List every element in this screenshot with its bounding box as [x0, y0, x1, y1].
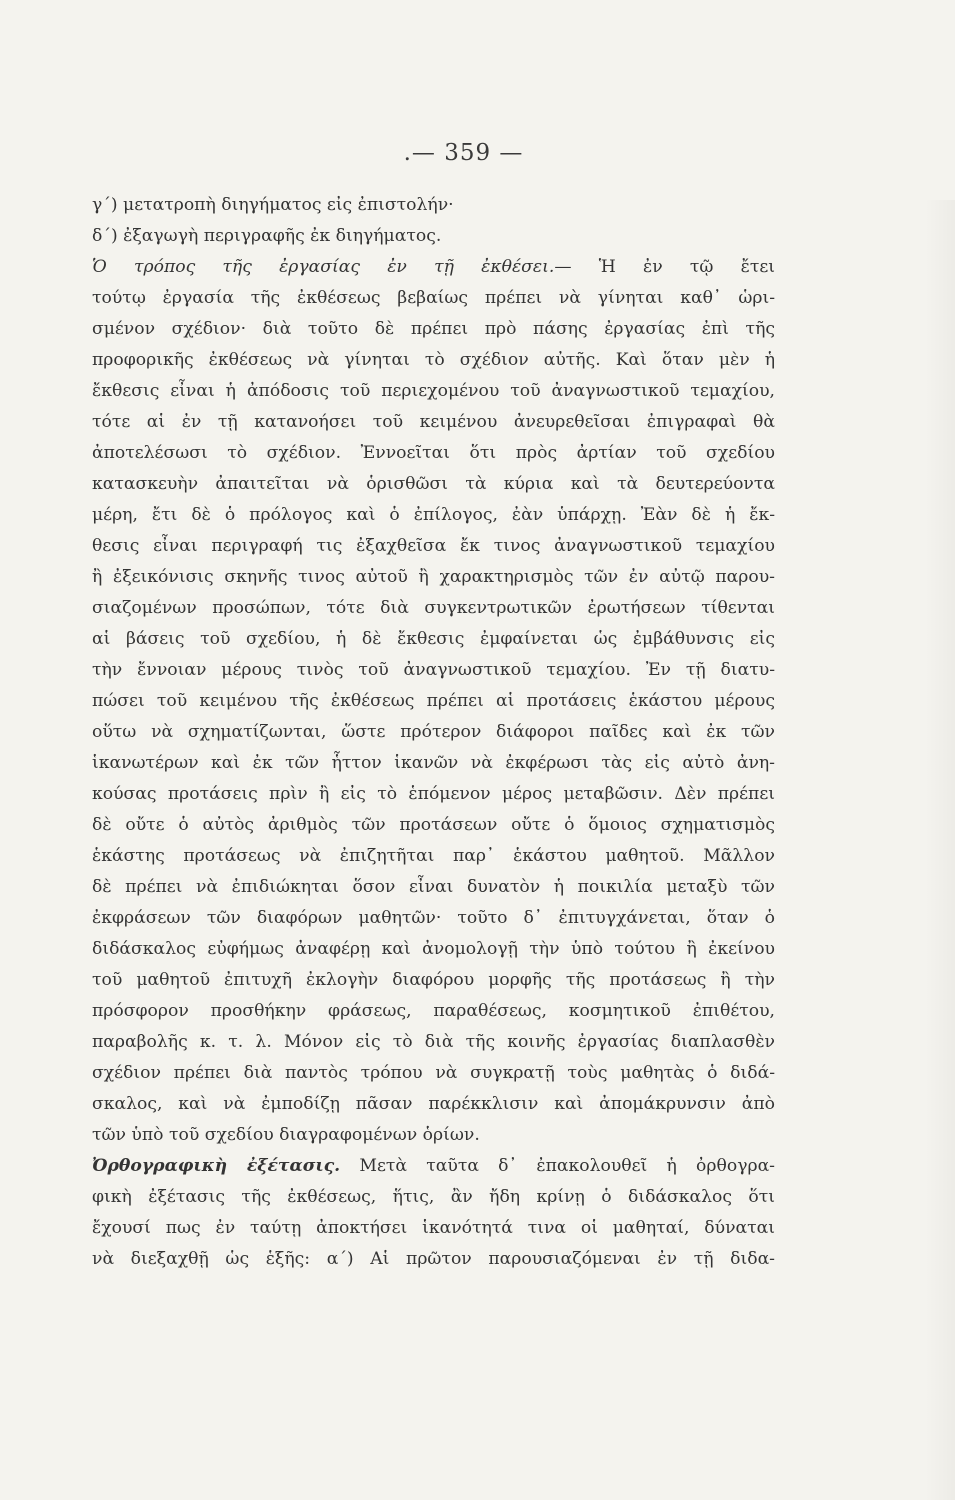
text-line: πώσει τοῦ κειμένου τῆς ἐκθέσεως πρέπει αἱ προτάσεις ἑκάστου μέρους [92, 691, 775, 711]
text-line: ἐκφράσεων τῶν διαφόρων μαθητῶν· τοῦτο δ᾽ ἐπιτυγχάνεται, ὅταν ὁ [92, 908, 775, 928]
text-line: ἑκάστης προτάσεως νὰ ἐπιζητῆται παρ᾽ ἑκάστου μαθητοῦ. Μᾶλλον [92, 846, 775, 866]
text-line: τότε αἱ ἐν τῇ κατανοήσει τοῦ κειμένου ἀνευρεθεῖσαι ἐπιγραφαὶ θὰ [92, 412, 775, 432]
text-line: δὲ πρέπει νὰ ἐπιδιώκηται ὅσον εἶναι δυνατὸν ἡ ποικιλία μεταξὺ τῶν [92, 877, 775, 897]
text-line: σχέδιον πρέπει διὰ παντὸς τρόπου νὰ συγκρατῇ τοὺς μαθητὰς ὁ διδά- [92, 1063, 775, 1083]
text-line: ἀποτελέσωσι τὸ σχέδιον. Ἐννοεῖται ὅτι πρὸς ἀρτίαν τοῦ σχεδίου [92, 443, 775, 463]
section-heading-orthography: Ὀρθογραφικὴ ἐξέτασις. [92, 1156, 341, 1176]
text-line: διδάσκαλος εὐφήμως ἀναφέρῃ καὶ ἀνομολογῇ τὴν ὑπὸ τούτου ἢ ἐκείνου [92, 939, 775, 959]
text-line: Ὁ τρόπος τῆς ἐργασίας ἐν τῇ ἐκθέσει.— Ἡ ἐν τῷ ἔτει [92, 257, 775, 277]
text-line: τούτῳ ἐργασία τῆς ἐκθέσεως βεβαίως πρέπει νὰ γίνηται καθ᾽ ὡρι- [92, 288, 775, 308]
text-line: αἱ βάσεις τοῦ σχεδίου, ἡ δὲ ἔκθεσις ἐμφαίνεται ὡς ἐμβάθυνσις εἰς [92, 629, 775, 649]
text-line: ἔχουσί πως ἐν ταύτῃ ἀποκτήσει ἱκανότητά τινα οἱ μαθηταί, δύναται [92, 1218, 775, 1238]
text-line: νὰ διεξαχθῇ ὡς ἑξῆς: α΄) Αἱ πρῶτον παρουσιαζόμεναι ἐν τῇ διδα- [92, 1249, 775, 1269]
text-line: δ΄) ἐξαγωγὴ περιγραφῆς ἐκ διηγήματος. [92, 226, 442, 246]
text-line: φικὴ ἐξέτασις τῆς ἐκθέσεως, ἥτις, ἂν ἤδη κρίνῃ ὁ διδάσκαλος ὅτι [92, 1187, 775, 1207]
text-line: τοῦ μαθητοῦ ἐπιτυχῆ ἐκλογὴν διαφόρου μορφῆς τῆς προτάσεως ἢ τὴν [92, 970, 775, 990]
text-line: κούσας προτάσεις πρὶν ἢ εἰς τὸ ἑπόμενον μέρος μεταβῶσιν. Δὲν πρέπει [92, 784, 775, 804]
text-line: πρόσφορον προσθήκην φράσεως, παραθέσεως, κοσμητικοῦ ἐπιθέτου, [92, 1001, 775, 1021]
text-line: προφορικῆς ἐκθέσεως νὰ γίνηται τὸ σχέδιον αὐτῆς. Καὶ ὅταν μὲν ἡ [92, 350, 775, 370]
text-line: θεσις εἶναι περιγραφή τις ἐξαχθεῖσα ἔκ τινος ἀναγνωστικοῦ τεμαχίου [92, 536, 775, 556]
text-line: μέρη, ἔτι δὲ ὁ πρόλογος καὶ ὁ ἐπίλογος, ἐὰν ὑπάρχῃ. Ἐὰν δὲ ἡ ἔκ- [92, 505, 775, 525]
text-line: Ὀρθογραφικὴ ἐξέτασις. Μετὰ ταῦτα δ᾽ ἐπακολουθεῖ ἡ ὀρθογρα- [92, 1156, 775, 1176]
text-line: ἔκθεσις εἶναι ἡ ἀπόδοσις τοῦ περιεχομένου τοῦ ἀναγνωστικοῦ τεμαχίου, [92, 381, 775, 401]
text-line: σιαζομένων προσώπων, τότε διὰ συγκεντρωτικῶν ἐρωτήσεων τίθενται [92, 598, 775, 618]
section-heading-method: Ὁ τρόπος τῆς ἐργασίας ἐν τῇ ἐκθέσει. [92, 257, 555, 277]
text-line: γ΄) μετατροπὴ διηγήματος εἰς ἐπιστολήν· [92, 195, 454, 215]
text-line: σμένον σχέδιον· διὰ τοῦτο δὲ πρέπει πρὸ πάσης ἐργασίας ἐπὶ τῆς [92, 319, 775, 339]
text-line: κατασκευὴν ἀπαιτεῖται νὰ ὁρισθῶσι τὰ κύρια καὶ τὰ δευτερεύοντα [92, 474, 775, 494]
page-edge-shadow [925, 200, 955, 1500]
text-line: οὕτω νὰ σχηματίζωνται, ὥστε πρότερον διάφοροι παῖδες καὶ ἐκ τῶν [92, 722, 775, 742]
text-line: δὲ οὔτε ὁ αὐτὸς ἀριθμὸς τῶν προτάσεων οὔτε ὁ ὅμοιος σχηματισμὸς [92, 815, 775, 835]
body-text [92, 190, 775, 1275]
page-number: .— 359 — [403, 140, 524, 166]
text-line: τῶν ὑπὸ τοῦ σχεδίου διαγραφομένων ὁρίων. [92, 1125, 480, 1145]
text-line: τὴν ἔννοιαν μέρους τινὸς τοῦ ἀναγνωστικοῦ τεμαχίου. Ἐν τῇ διατυ- [92, 660, 775, 680]
text-line: σκαλος, καὶ νὰ ἐμποδίζῃ πᾶσαν παρέκκλισιν καὶ ἀπομάκρυνσιν ἀπὸ [92, 1094, 775, 1114]
text-line: ἢ ἐξεικόνισις σκηνῆς τινος αὐτοῦ ἢ χαρακτηρισμὸς τῶν ἐν αὐτῷ παρου- [92, 567, 775, 587]
text-line: παραβολῆς κ. τ. λ. Μόνον εἰς τὸ διὰ τῆς κοινῆς ἐργασίας διαπλασθὲν [92, 1032, 775, 1052]
text-line: ἱκανωτέρων καὶ ἐκ τῶν ἧττον ἱκανῶν νὰ ἐκφέρωσι τὰς εἰς αὐτὸ ἀνη- [92, 753, 775, 773]
